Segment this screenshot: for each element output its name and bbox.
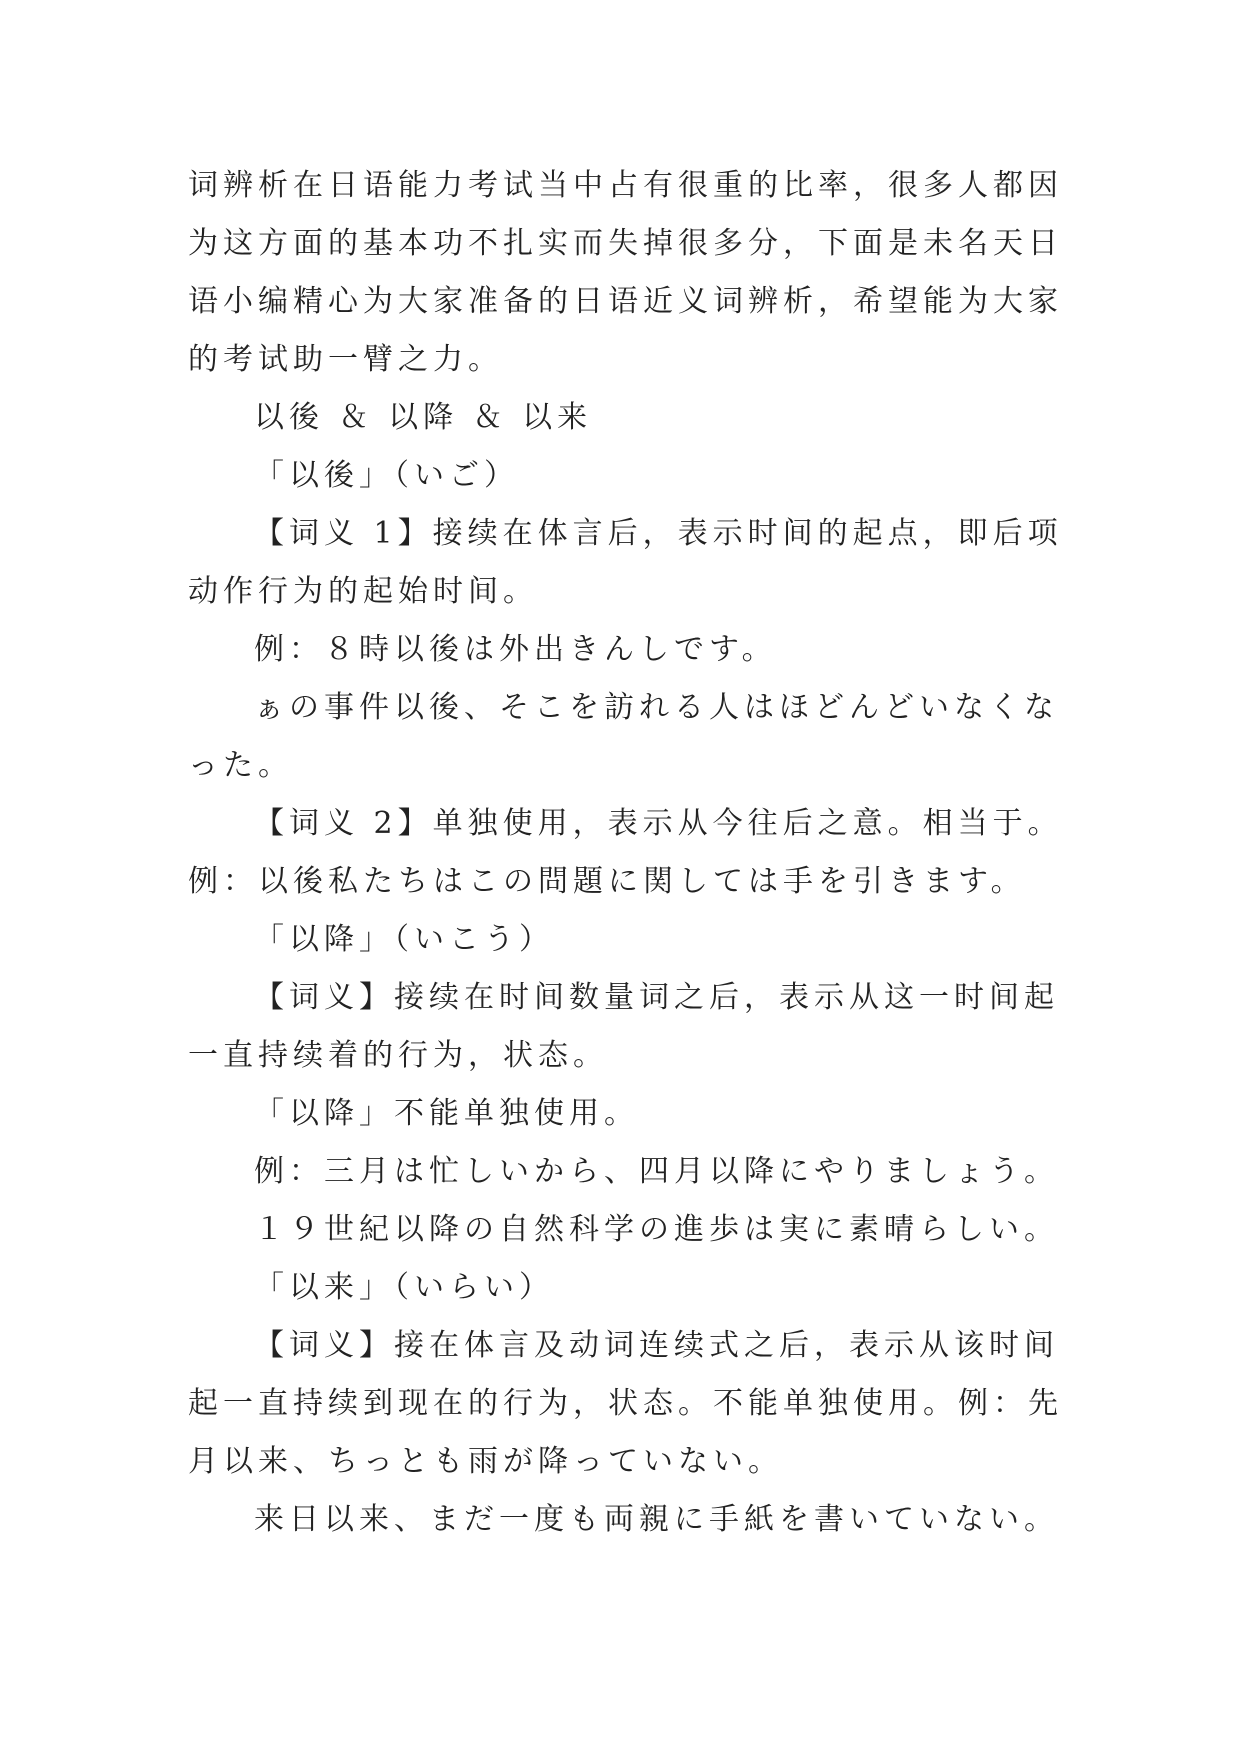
paragraph-intro: 词辨析在日语能力考试当中占有很重的比率，很多人都因为这方面的基本功不扎实而失掉很多分，下面是未名天日语小编精心为大家准备的日语近义词辨析，希望能为大家的考试助一臂之力。	[188, 168, 1063, 377]
paragraph-ikou-example-2: １９世紀以降の自然科学の進歩は実に素晴らしい。	[254, 1212, 1059, 1247]
paragraph-term-ikou: 「以降」（いこう）	[254, 922, 554, 957]
paragraph-heading-terms: 以後 ＆ 以降 ＆ 以来	[254, 400, 593, 435]
paragraph-ikou-note: 「以降」不能单独使用。	[254, 1096, 639, 1131]
paragraph-igo-example-1: 例：８時以後は外出きんしです。	[254, 632, 777, 667]
paragraph-irai-example: 来日以来、まだ一度も両親に手紙を書いていない。	[254, 1502, 1059, 1537]
paragraph-ikou-example-1: 例：三月は忙しいから、四月以降にやりましょう。	[254, 1154, 1059, 1189]
paragraph-irai-meaning: 【词义】接在体言及动词连续式之后，表示从该时间起一直持续到现在的行为，状态。不能单独使用。例：先月以来、ちっとも雨が降っていない。	[188, 1328, 1063, 1479]
paragraph-igo-example-2: ぁの事件以後、そこを訪れる人はほどんどいなくなった。	[188, 690, 1059, 783]
paragraph-term-irai: 「以来」（いらい）	[254, 1270, 554, 1305]
paragraph-igo-meaning-1: 【词义 1】接续在体言后，表示时间的起点，即后项动作行为的起始时间。	[188, 516, 1063, 609]
paragraph-term-igo: 「以後」（いご）	[254, 458, 519, 493]
document-body	[188, 157, 1068, 1549]
paragraph-igo-meaning-2: 【词义 2】单独使用，表示从今往后之意。相当于。例：以後私たちはこの問題に関しては手を引きます。	[188, 806, 1063, 899]
paragraph-ikou-meaning: 【词义】接续在时间数量词之后，表示从这一时间起一直持续着的行为，状态。	[188, 980, 1059, 1073]
